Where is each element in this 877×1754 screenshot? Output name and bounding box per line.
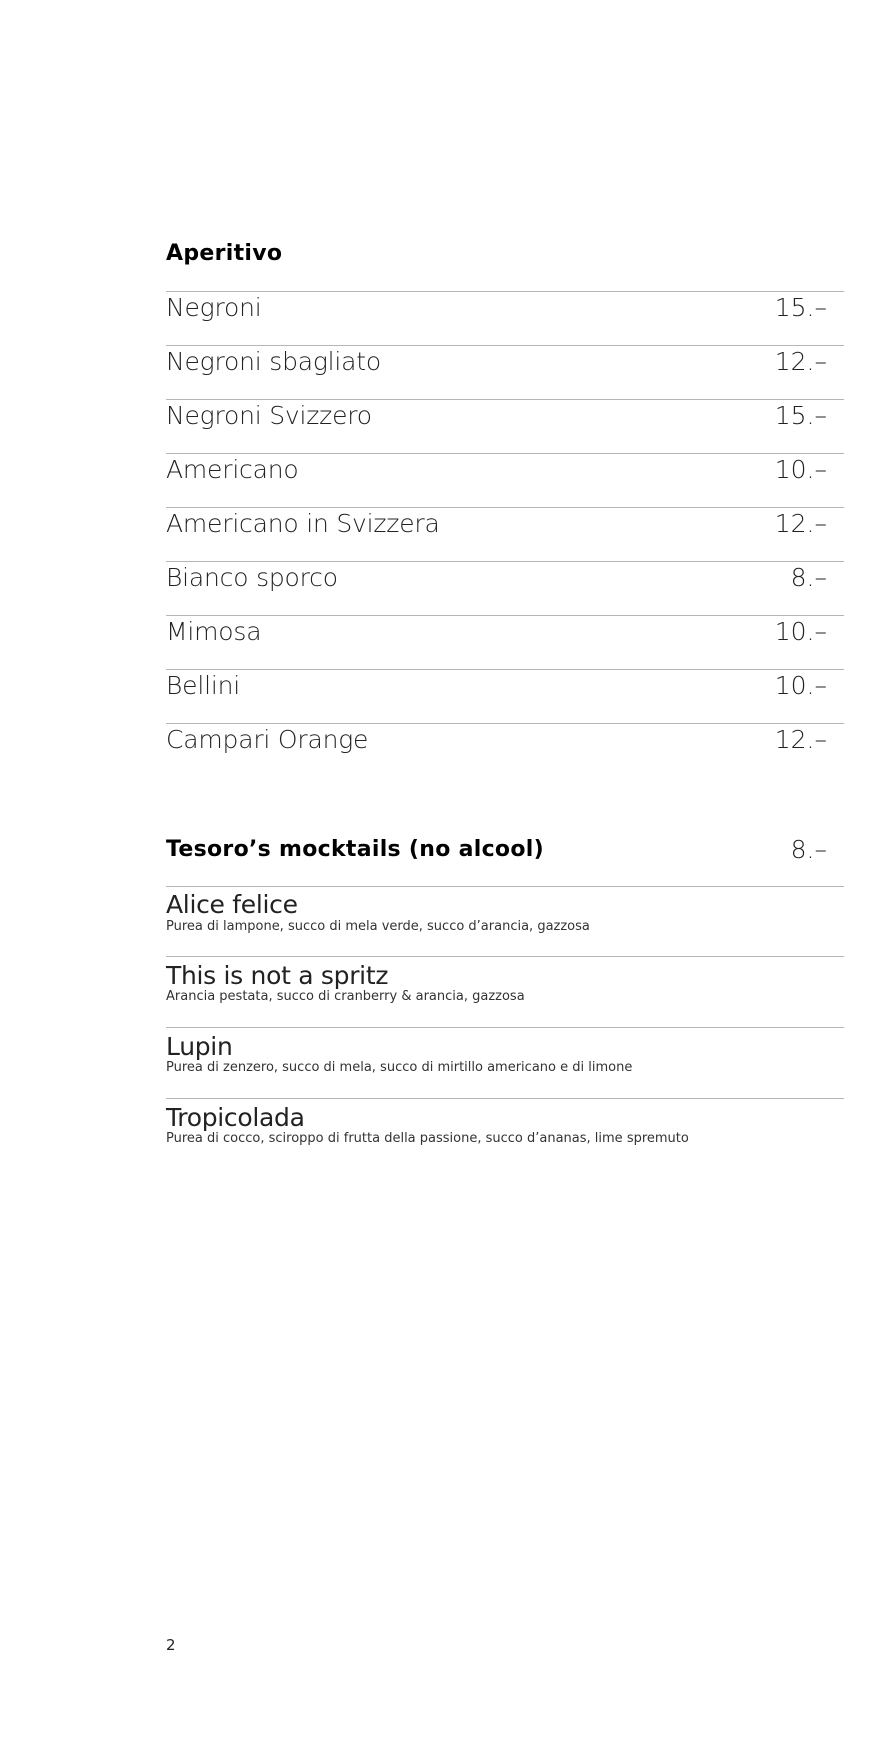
- drink-name-bianco-sporco: Bianco sporco: [166, 563, 338, 592]
- mocktail-name-alice-felice: Alice felice: [166, 890, 298, 919]
- mocktail-name-tropicolada: Tropicolada: [166, 1103, 305, 1132]
- drink-name-bellini: Bellini: [166, 671, 240, 700]
- drink-price-bianco-sporco: 8.–: [790, 563, 827, 592]
- drink-name-campari-orange: Campari Orange: [166, 725, 369, 754]
- divider: [166, 399, 844, 400]
- mocktail-desc-tropicolada: Purea di cocco, sciroppo di frutta della passione, succo d’ananas, lime spremuto: [166, 1131, 689, 1146]
- mocktail-name-lupin: Lupin: [166, 1032, 233, 1061]
- drink-price-bellini: 10.–: [774, 671, 827, 700]
- mocktail-desc-lupin: Purea di zenzero, succo di mela, succo di mirtillo americano e di limone: [166, 1060, 633, 1075]
- divider: [166, 956, 844, 957]
- drink-price-americano-in-svizzera: 12.–: [774, 509, 827, 538]
- drink-price-negroni-sbagliato: 12.–: [774, 347, 827, 376]
- mocktail-desc-alice-felice: Purea di lampone, succo di mela verde, succo d’arancia, gazzosa: [166, 919, 590, 934]
- drink-name-americano-in-svizzera: Americano in Svizzera: [166, 509, 440, 538]
- divider: [166, 723, 844, 724]
- divider: [166, 561, 844, 562]
- drink-price-campari-orange: 12.–: [774, 725, 827, 754]
- divider: [166, 669, 844, 670]
- drink-price-negroni-svizzero: 15.–: [774, 401, 827, 430]
- drink-price-negroni: 15.–: [774, 293, 827, 322]
- drink-price-mimosa: 10.–: [774, 617, 827, 646]
- drink-name-negroni-sbagliato: Negroni sbagliato: [166, 347, 381, 376]
- aperitivo-title: Aperitivo: [166, 241, 283, 266]
- divider: [166, 1098, 844, 1099]
- divider: [166, 886, 844, 887]
- divider: [166, 345, 844, 346]
- mocktail-desc-this-is-not-a-spritz: Arancia pestata, succo di cranberry & arancia, gazzosa: [166, 989, 525, 1004]
- mocktail-name-this-is-not-a-spritz: This is not a spritz: [166, 961, 389, 990]
- divider: [166, 1027, 844, 1028]
- drink-name-mimosa: Mimosa: [166, 617, 262, 646]
- divider: [166, 453, 844, 454]
- divider: [166, 291, 844, 292]
- page-number: 2: [166, 1636, 176, 1654]
- divider: [166, 507, 844, 508]
- mocktails-title: Tesoro’s mocktails (no alcool): [166, 837, 544, 862]
- divider: [166, 615, 844, 616]
- drink-name-negroni-svizzero: Negroni Svizzero: [166, 401, 372, 430]
- drink-name-negroni: Negroni: [166, 293, 262, 322]
- drink-price-americano: 10.–: [774, 455, 827, 484]
- drink-name-americano: Americano: [166, 455, 299, 484]
- mocktails-price: 8.–: [790, 835, 827, 864]
